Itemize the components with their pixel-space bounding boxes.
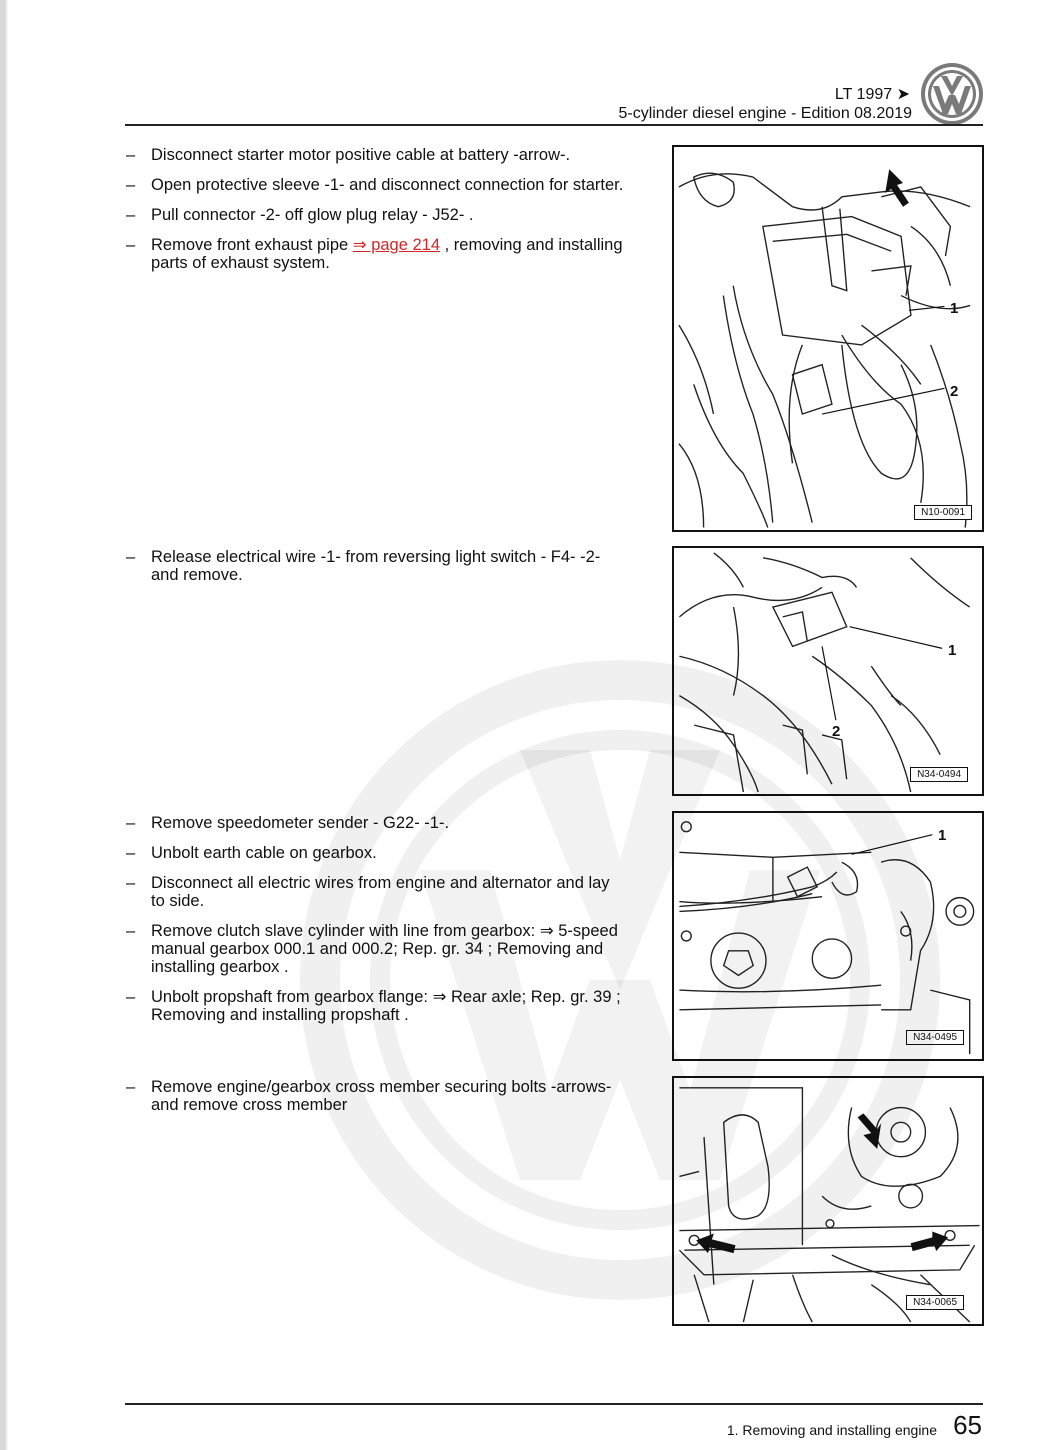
- step-item: – Disconnect all electric wires from engine and alternator and lay to side.: [126, 874, 610, 910]
- figure-code: N34-0494: [910, 767, 968, 782]
- step-item: – Disconnect starter motor positive cable at battery -arrow-.: [126, 146, 571, 164]
- figure-n34-0495: [672, 811, 984, 1061]
- step-item: – Remove speedometer sender - G22- -1-.: [126, 814, 450, 832]
- step-item: – Open protective sleeve -1- and disconnect connection for starter.: [126, 176, 624, 194]
- steps-section-3: [126, 814, 626, 1036]
- steps-section-2: [126, 548, 626, 596]
- step-item: – Pull connector -2- off glow plug relay - J52- .: [126, 206, 474, 224]
- footer-rule: [125, 1403, 983, 1405]
- figure-n34-0065: [672, 1076, 984, 1326]
- callout-2: 2: [950, 383, 959, 400]
- step-item: – Remove engine/gearbox cross member securing bolts -arrows- and remove cross member: [126, 1078, 612, 1114]
- step-item: – Remove clutch slave cylinder with line from gearbox: ⇒ 5-speed manual gearbox 000.1 and 000.2; Rep. gr. 34 ; Removing and installing gearbox .: [126, 922, 618, 976]
- callout-1: 1: [938, 827, 947, 844]
- header-model: LT 1997 ➤: [834, 86, 910, 103]
- header-engine-edition: 5-cylinder diesel engine - Edition 08.2019: [618, 105, 912, 122]
- step-item: – Release electrical wire -1- from reversing light switch - F4- -2- and remove.: [126, 548, 601, 584]
- figure-n10-0091: [672, 145, 984, 532]
- steps-section-1: [126, 146, 626, 284]
- callout-2: 2: [832, 723, 841, 740]
- figure-code: N10-0091: [914, 505, 972, 520]
- callout-1: 1: [950, 300, 959, 317]
- callout-1: 1: [948, 642, 957, 659]
- header-rule: [125, 124, 983, 126]
- page-link[interactable]: ⇒ page 214: [352, 236, 441, 254]
- step-item: – Unbolt propshaft from gearbox flange: ⇒ Rear axle; Rep. gr. 39 ; Removing and installing propshaft .: [126, 988, 621, 1024]
- figure-code: N34-0065: [906, 1295, 964, 1310]
- steps-section-4: [126, 1078, 626, 1126]
- figure-code: N34-0495: [906, 1030, 964, 1045]
- page-number: 65: [953, 1410, 982, 1440]
- vw-logo-icon: [920, 62, 984, 126]
- figure-n34-0494: [672, 546, 984, 796]
- step-item: – Unbolt earth cable on gearbox.: [126, 844, 377, 862]
- footer-section-title: 1. Removing and installing engine: [726, 1422, 937, 1438]
- step-item: – Remove front exhaust pipe ⇒ page 214 , removing and installing parts of exhaust system.: [126, 236, 623, 272]
- viewer-edge-shade: [6, 0, 8, 1450]
